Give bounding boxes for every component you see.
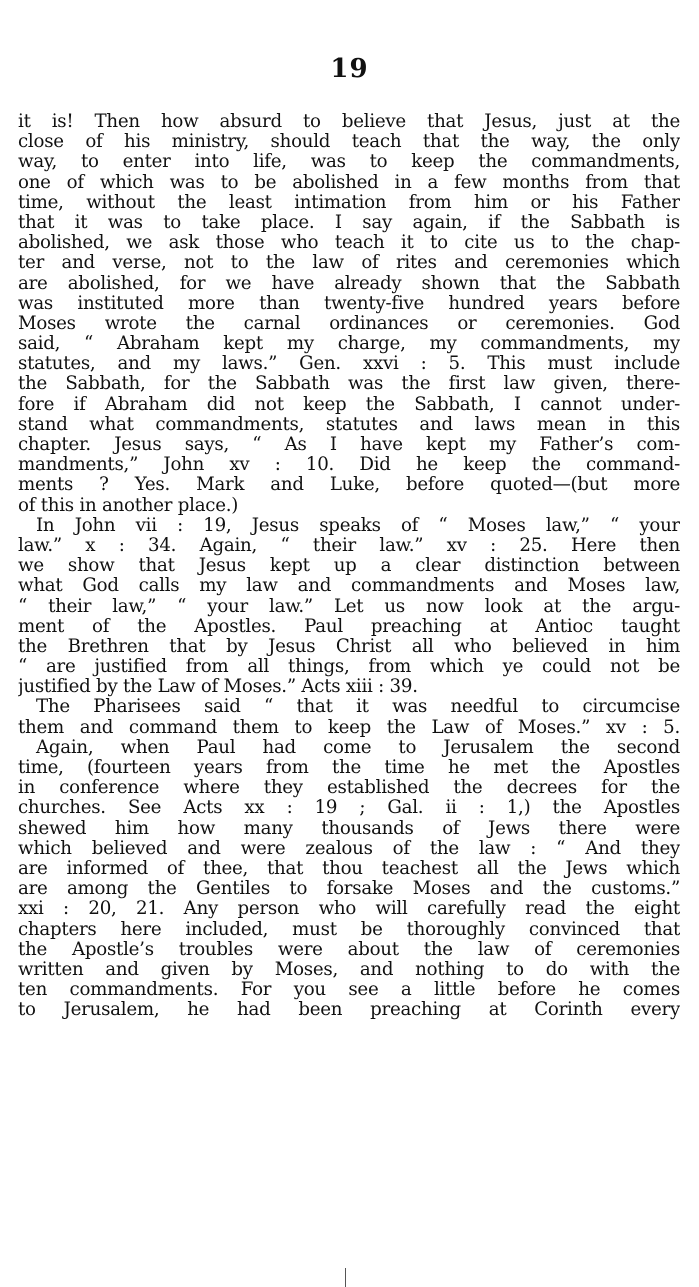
text-line: shewed him how many thousands of Jews there were: [18, 818, 680, 839]
text-line: In John vii : 19, Jesus speaks of “ Moses law,” “ your: [36, 515, 680, 536]
text-line: “ their law,” “ your law.” Let us now look at the argu-: [18, 596, 680, 617]
text-line: fore if Abraham did not keep the Sabbath, I cannot under-: [18, 394, 680, 415]
text-line: that it was to take place. I say again, if the Sabbath is: [18, 212, 680, 233]
text-line: which believed and were zealous of the law : “ And they: [18, 838, 680, 859]
text-line: mandments,” John xv : 10. Did he keep the command-: [18, 455, 680, 476]
text-line: the Sabbath, for the Sabbath was the first law given, there-: [18, 374, 680, 395]
text-line: stand what commandments, statutes and laws mean in this: [18, 414, 680, 435]
text-line: said, “ Abraham kept my charge, my commandments, my: [18, 334, 680, 355]
text-line: xxi : 20, 21. Any person who will carefully read the eight: [18, 899, 680, 920]
text-line: time, without the least intimation from him or his Father: [18, 192, 680, 213]
text-line: in conference where they established the decrees for the: [18, 778, 680, 799]
text-line: ments ? Yes. Mark and Luke, before quoted—(but more: [18, 475, 680, 496]
gutter-mark: [345, 1268, 346, 1287]
text-line: written and given by Moses, and nothing to do with the: [18, 959, 680, 980]
text-line: way, to enter into life, was to keep the commandments,: [18, 152, 680, 173]
text-line: the Apostle’s troubles were about the law of ceremonies: [18, 939, 680, 960]
text-line: are informed of thee, that thou teachest all the Jews which: [18, 858, 680, 879]
text-line: ment of the Apostles. Paul preaching at Antioc taught: [18, 616, 680, 637]
text-line: chapters here included, must be thoroughly convinced that: [18, 919, 680, 940]
text-line: close of his ministry, should teach that the way, the only: [18, 132, 680, 153]
text-line: abolished, we ask those who teach it to cite us to the chap-: [18, 233, 680, 254]
text-line: Moses wrote the carnal ordinances or ceremonies. God: [18, 313, 680, 334]
text-line: Again, when Paul had come to Jerusalem the second: [36, 737, 680, 758]
text-line: churches. See Acts xx : 19 ; Gal. ii : 1,) the Apostles: [18, 798, 680, 819]
text-line: them and command them to keep the Law of Moses.” xv : 5.: [18, 717, 680, 738]
text-line: ten commandments. For you see a little before he comes: [18, 980, 680, 1001]
text-line: time, (fourteen years from the time he met the Apostles: [18, 758, 680, 778]
text-line: was instituted more than twenty-five hundred years before: [18, 293, 680, 314]
text-line: chapter. Jesus says, “ As I have kept my Father’s com-: [18, 435, 680, 455]
text-line: law.” x : 34. Again, “ their law.” xv : 25. Here then: [18, 535, 680, 556]
body-text: [18, 112, 680, 1020]
text-line: ter and verse, not to the law of rites and ceremonies which: [18, 253, 680, 274]
text-line: one of which was to be abolished in a few months from that: [18, 172, 680, 193]
page-number: 19: [330, 54, 369, 84]
text-line: are among the Gentiles to forsake Moses and the customs.”: [18, 879, 680, 900]
text-line: The Pharisees said “ that it was needful to circumcise: [36, 697, 680, 718]
text-line: “ are justified from all things, from which ye could not be: [18, 657, 680, 678]
text-line: are abolished, for we have already shown that the Sabbath: [18, 273, 680, 294]
text-line: statutes, and my laws.” Gen. xxvi : 5. This must include: [18, 354, 680, 375]
text-line: of this in another place.): [18, 495, 239, 516]
text-line: to Jerusalem, he had been preaching at Corinth every: [18, 1000, 680, 1021]
text-line: the Brethren that by Jesus Christ all who believed in him: [18, 636, 680, 657]
text-line: we show that Jesus kept up a clear distinction between: [18, 556, 680, 577]
text-line: justified by the Law of Moses.” Acts xiii : 39.: [18, 677, 418, 698]
text-line: it is! Then how absurd to believe that Jesus, just at the: [18, 112, 680, 132]
text-line: what God calls my law and commandments and Moses law,: [18, 576, 680, 597]
